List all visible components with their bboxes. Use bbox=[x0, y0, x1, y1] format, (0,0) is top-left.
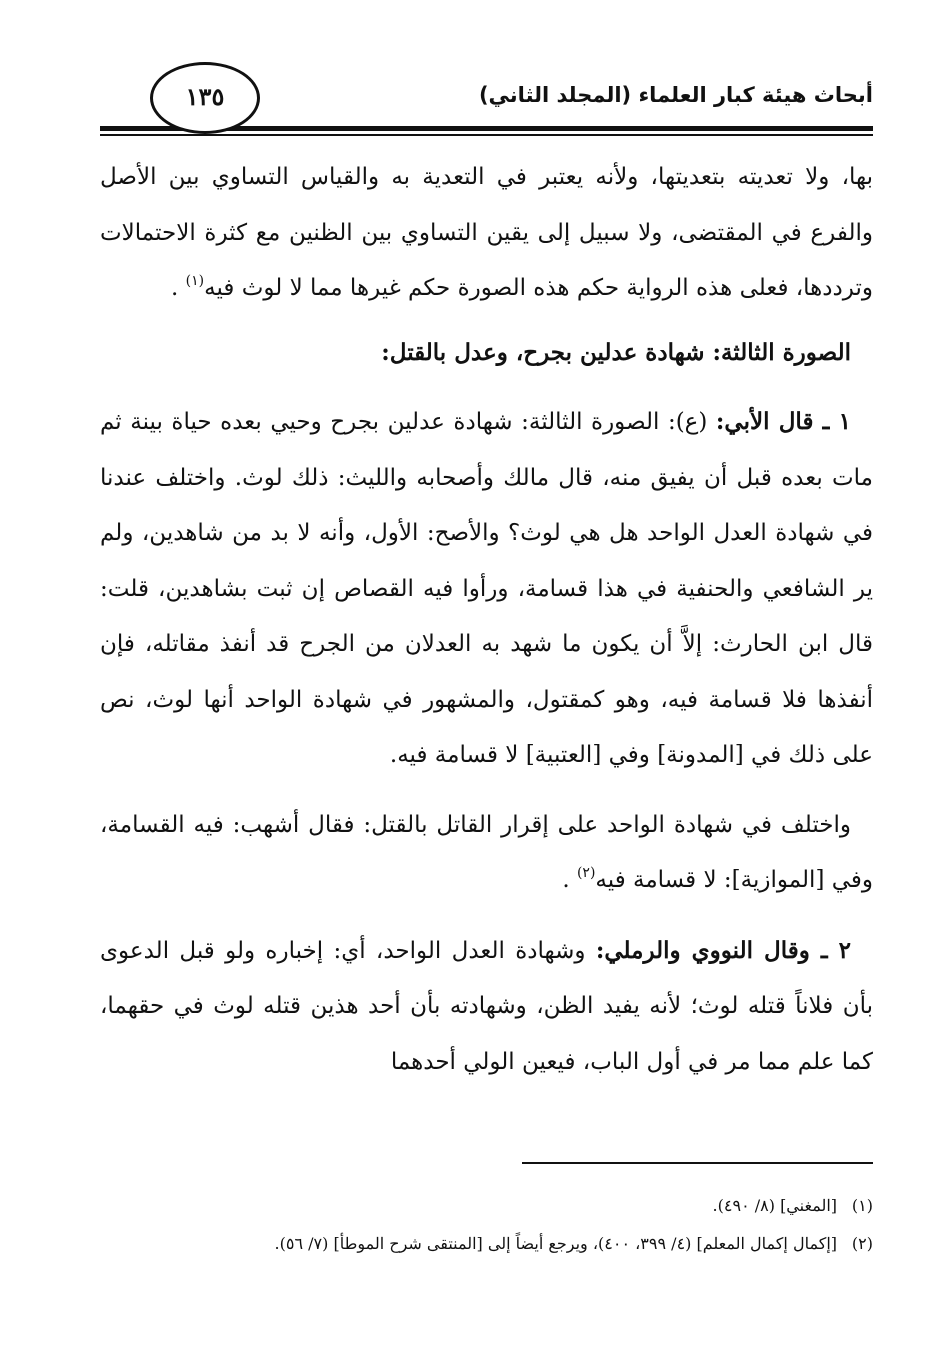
footnote-1-number: (١) bbox=[851, 1196, 873, 1215]
footnotes bbox=[100, 1187, 873, 1263]
paragraph-2-lead: ١ ـ قال الأبي: bbox=[715, 408, 852, 435]
page-number: ١٣٥ bbox=[150, 62, 260, 134]
footnote-1-text: [المغني] (٨/ ٤٩٠). bbox=[712, 1196, 837, 1215]
paragraph-2-text: (ع): الصورة الثالثة: شهادة عدلين بجرح وحيي بعده حياة بينة ثم مات بعده قبل أن يفيق منه، قال مالك وأصحابه والليث: ذلك لوث. واختلف عندنا في شهادة العدل الواحد هل هي لوث؟ والأصح: الأول، وأنه لا بد من شاهدين، ولم ير الشافعي والحنفية في هذا قسامة، ورأوا فيه القصاص إن ثبت بشاهدين، قلت: قال ابن الحارث: إلاَّ أن يكون ما شهد به العدلان من الجرح قد أنفذ مقاتله، فإن أنفذها فلا قسامة فيه، وهو كمقتول، والمشهور في شهادة الواحد أنها لوث، نص على ذلك في [المدونة] وفي [العتبية] لا قسامة فيه. bbox=[100, 409, 873, 768]
paragraph-2 bbox=[100, 394, 873, 784]
header-rule-thin bbox=[100, 134, 873, 136]
paragraph-1-text: بها، ولا تعديته بتعديتها، ولأنه يعتبر في التعدية به والقياس التساوي بين الأصل والفرع في المقتضى، ولا سبيل إلى يقين التساوي بين الظنين مع كثرة الاحتمالات وترددها، فعلى هذه الرواية حكم هذه الصورة حكم غيرها مما لا لوث فيه bbox=[100, 164, 873, 301]
paragraph-3 bbox=[100, 798, 873, 909]
paragraph-1 bbox=[100, 150, 873, 317]
header-title: أبحاث هيئة كبار العلماء (المجلد الثاني) bbox=[478, 83, 873, 107]
footnote-ref-2[interactable]: (٢) bbox=[576, 865, 596, 881]
paragraph-4-lead: ٢ ـ وقال النووي والرملي: bbox=[595, 936, 851, 964]
main-text bbox=[100, 150, 873, 1090]
footnote-2-text: [إكمال إكمال المعلم] (٤/ ٣٩٩، ٤٠٠)، ويرجع أيضاً إلى [المنتقى شرح الموطأ] (٧/ ٥٦). bbox=[274, 1234, 837, 1253]
footnote-1 bbox=[100, 1187, 873, 1225]
section-heading: الصورة الثالثة: شهادة عدلين بجرح، وعدل بالقتل: bbox=[381, 338, 851, 366]
footnote-ref-1[interactable]: (١) bbox=[185, 273, 205, 289]
footnote-separator bbox=[522, 1162, 873, 1164]
paragraph-4-text: وشهادة العدل الواحد، أي: إخباره ولو قبل الدعوى بأن فلاناً قتله لوث؛ لأنه يفيد الظن، وشهادته بأن أحد هذين قتله لوث في حقهما، كما علم مما مر في أول الباب، فيعين الولي أحدهما bbox=[100, 937, 873, 1075]
footnote-2 bbox=[100, 1225, 873, 1263]
paragraph-4 bbox=[100, 923, 873, 1091]
paragraph-1-end: . bbox=[171, 275, 186, 301]
paragraph-3-text: واختلف في شهادة الواحد على إقرار القاتل بالقتل: فقال أشهب: فيه القسامة، وفي [الموازية]: لا قسامة فيه bbox=[100, 811, 873, 893]
footnote-2-number: (٢) bbox=[851, 1234, 873, 1253]
paragraph-3-end: . bbox=[562, 867, 577, 893]
